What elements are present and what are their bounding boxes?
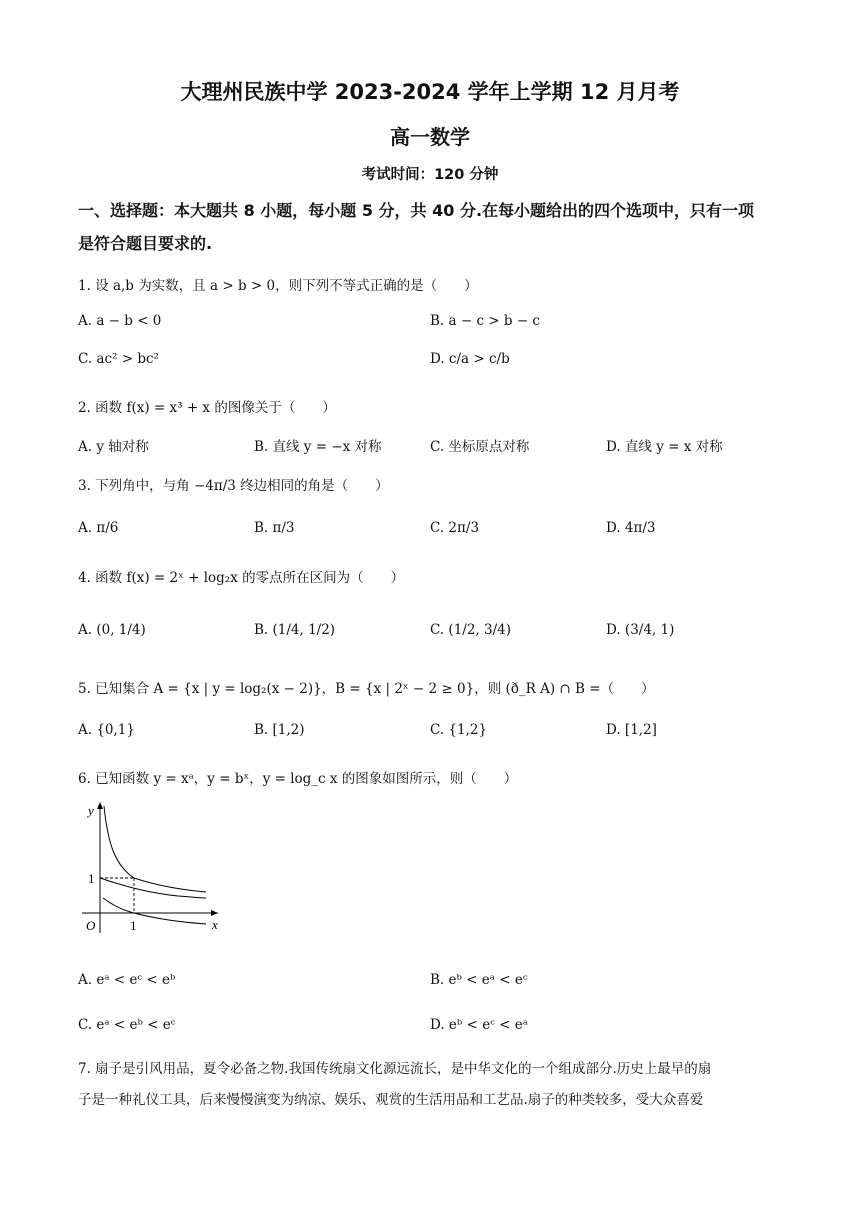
question-2-option-c: C. 坐标原点对称 xyxy=(430,439,530,455)
question-3-stem: 3. 下列角中，与角 −4π/3 终边相同的角是（ ） xyxy=(78,478,389,494)
exam-title: 大理州民族中学 2023-2024 学年上学期 12 月月考 xyxy=(180,80,680,104)
question-2-option-a: A. y 轴对称 xyxy=(78,439,149,455)
question-3-option-c: C. 2π/3 xyxy=(430,520,480,536)
question-5-stem: 5. 已知集合 A = {x | y = log₂(x − 2)}，B = {x | 2ˣ − 2 ≥ 0}，则 (ð_R A) ∩ B =（ ） xyxy=(78,681,655,697)
question-6-option-c: C. eᵃ < eᵇ < eᶜ xyxy=(78,1017,176,1033)
question-4-option-d: D. (3/4, 1) xyxy=(606,622,675,638)
exponential-function-curve xyxy=(100,878,206,898)
power-function-curve xyxy=(104,806,206,892)
question-1-option-d: D. c/a > c/b xyxy=(430,351,510,367)
subject-title: 高一数学 xyxy=(390,125,470,149)
origin-label: O xyxy=(86,918,96,933)
question-6-option-a: A. eᵃ < eᶜ < eᵇ xyxy=(78,972,176,988)
y-tick-one-label: 1 xyxy=(88,871,95,886)
exam-duration: 考试时间：120 分钟 xyxy=(361,167,499,183)
question-4-option-b: B. (1/4, 1/2) xyxy=(254,622,336,638)
x-axis-label: x xyxy=(212,917,218,932)
question-3-option-d: D. 4π/3 xyxy=(606,520,656,536)
function-graph-figure xyxy=(78,798,228,938)
question-1-option-b: B. a − c > b − c xyxy=(430,313,540,329)
question-3-option-b: B. π/3 xyxy=(254,520,295,536)
question-7-line2: 子是一种礼仪工具，后来慢慢演变为纳凉、娱乐、观赏的生活用品和工艺品.扇子的种类较多，受大众喜爱 xyxy=(78,1092,704,1108)
question-6-option-b: B. eᵇ < eᵃ < eᶜ xyxy=(430,972,528,988)
question-5-option-a: A. {0,1} xyxy=(78,722,135,738)
question-4-option-c: C. (1/2, 3/4) xyxy=(430,622,511,638)
x-axis-arrow xyxy=(211,910,218,916)
log-function-curve xyxy=(103,898,206,924)
question-3-option-a: A. π/6 xyxy=(78,520,119,536)
question-4-option-a: A. (0, 1/4) xyxy=(78,622,146,638)
question-2-option-b: B. 直线 y = −x 对称 xyxy=(254,439,382,455)
x-tick-one-label: 1 xyxy=(130,918,137,933)
question-2-option-d: D. 直线 y = x 对称 xyxy=(606,439,723,455)
question-1-option-a: A. a − b < 0 xyxy=(78,313,162,329)
question-1-option-c: C. ac² > bc² xyxy=(78,351,159,367)
question-1-stem: 1. 设 a,b 为实数，且 a > b > 0，则下列不等式正确的是（ ） xyxy=(78,278,478,294)
section-heading-line1: 一、选择题：本大题共 8 小题，每小题 5 分，共 40 分.在每小题给出的四个选项中，只有一项 xyxy=(78,201,755,220)
question-4-stem: 4. 函数 f(x) = 2ˣ + log₂x 的零点所在区间为（ ） xyxy=(78,570,405,586)
question-5-option-b: B. [1,2) xyxy=(254,722,305,738)
section-heading-line2: 是符合题目要求的. xyxy=(78,234,213,253)
question-5-option-d: D. [1,2] xyxy=(606,722,657,738)
y-axis-label: y xyxy=(88,803,94,818)
question-6-stem: 6. 已知函数 y = xᵃ，y = bˣ，y = log_c x 的图象如图所示，则（ ） xyxy=(78,771,518,787)
question-6-option-d: D. eᵇ < eᶜ < eᵃ xyxy=(430,1017,528,1033)
question-2-stem: 2. 函数 f(x) = x³ + x 的图像关于（ ） xyxy=(78,400,336,416)
question-5-option-c: C. {1,2} xyxy=(430,722,488,738)
y-axis-arrow xyxy=(97,802,103,809)
question-7-line1: 7. 扇子是引风用品，夏令必备之物.我国传统扇文化源远流长，是中华文化的一个组成部分.历史上最早的扇 xyxy=(78,1061,712,1077)
